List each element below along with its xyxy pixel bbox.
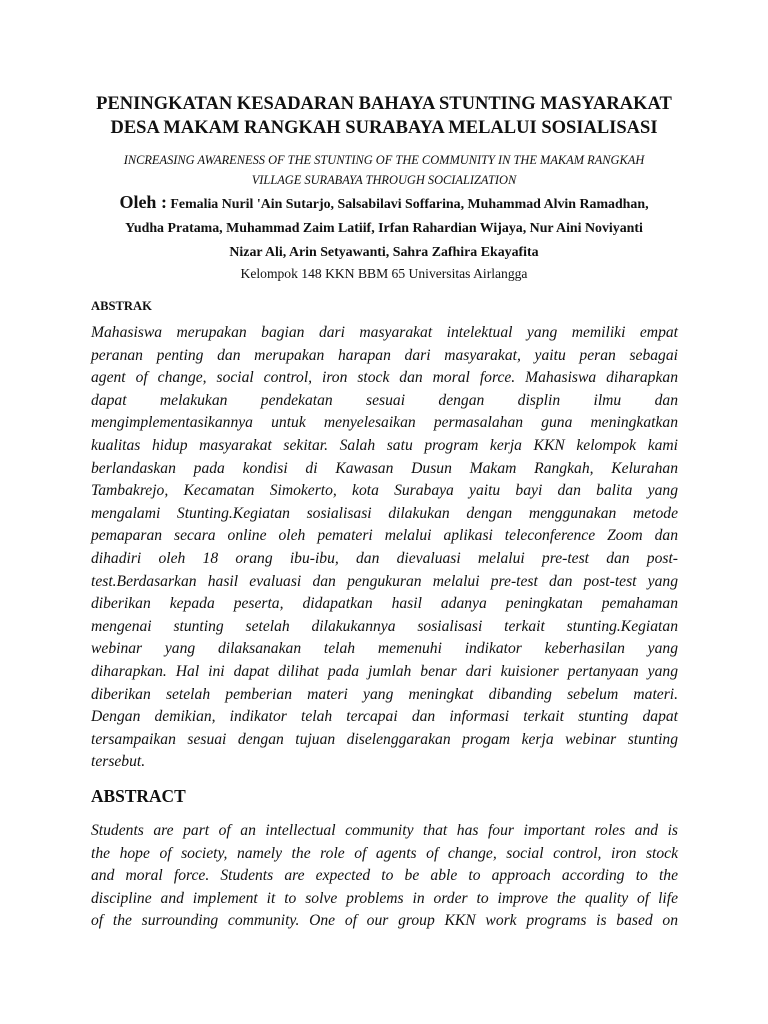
author-list	[60, 190, 708, 265]
abstract-line: discipline and implement it to solve problems in order to improve the quality of life	[91, 889, 678, 907]
abstrak-line: webinar yang dilaksanakan telah memenuhi indikator keberhasilan yang	[91, 640, 678, 658]
author-line: Yudha Pratama, Muhammad Zaim Latiif, Irfan Rahardian Wijaya, Nur Aini Noviyanti	[125, 221, 643, 236]
abstract-line: Students are part of an intellectual community that has four important roles and is	[91, 822, 678, 839]
author-line: Nizar Ali, Arin Setyawanti, Sahra Zafhira Ekayafita	[229, 245, 539, 260]
abstract-line: of the surrounding community. One of our group KKN work programs is based on	[91, 912, 678, 930]
paper-subtitle-line: VILLAGE SURABAYA THROUGH SOCIALIZATION	[251, 173, 517, 187]
paper-subtitle-english	[60, 150, 708, 190]
affiliation: Kelompok 148 KKN BBM 65 Universitas Airlangga	[240, 266, 528, 281]
abstract-line: and moral force. Students are expected to be able to approach according to the	[91, 867, 678, 885]
abstrak-line: berlandaskan pada kondisi di Kawasan Dusun Makam Rangkah, Kelurahan	[91, 459, 678, 477]
abstract-heading: ABSTRACT	[91, 786, 186, 806]
abstrak-line: dapat melakukan pendekatan sesuai dengan displin ilmu dan	[91, 391, 678, 409]
author-names: Femalia Nuril 'Ain Sutarjo, Salsabilavi Soffarina, Muhammad Alvin Ramadhan,	[170, 197, 649, 212]
abstrak-line: Mahasiswa merupakan bagian dari masyarakat intelektual yang memiliki empat	[91, 324, 678, 341]
abstrak-line: diberikan kepada peserta, didapatkan hasil adanya peningkatan pemahaman	[91, 595, 678, 613]
paper-title	[60, 92, 708, 140]
abstract-paragraph	[91, 820, 678, 933]
abstrak-line: peranan penting dan merupakan harapan dari masyarakat, yaitu peran sebagai	[91, 346, 678, 364]
paper-subtitle-line: INCREASING AWARENESS OF THE STUNTING OF THE COMMUNITY IN THE MAKAM RANGKAH	[123, 153, 645, 167]
abstrak-line: pemaparan secara online oleh pemateri melalui aplikasi teleconference Zoom dan	[91, 527, 678, 545]
abstrak-line: kualitas hidup masyarakat sekitar. Salah satu program kerja KKN kelompok kami	[91, 436, 678, 454]
abstrak-line: mengalami Stunting.Kegiatan sosialisasi dilakukan dengan menggunakan metode	[91, 504, 678, 522]
abstrak-line: tersampaikan sesuai dengan tujuan diselenggarakan progam kerja webinar stunting	[91, 730, 678, 748]
abstrak-line: Dengan demikian, indikator telah tercapai dan informasi terkait stunting dapat	[91, 708, 678, 726]
author-label: Oleh :	[119, 192, 167, 212]
abstrak-line: diharapkan. Hal ini dapat dilihat pada jumlah benar dari kuisioner pertanyaan yang	[91, 662, 678, 680]
abstrak-line: mengimplementasikannya untuk menyelesaikan permasalahan guna meningkatkan	[91, 414, 678, 432]
abstrak-line: diberikan setelah pemberian materi yang meningkat dibanding sebelum materi.	[91, 685, 678, 703]
abstract-line: the hope of society, namely the role of agents of change, social control, iron stock	[91, 844, 678, 862]
abstrak-line: dihadiri oleh 18 orang ibu-ibu, dan dievaluasi melalui pre-test dan post-	[91, 549, 678, 567]
abstrak-line: agent of change, social control, iron stock dan moral force. Mahasiswa diharapkan	[91, 369, 678, 387]
paper-title-line: DESA MAKAM RANGKAH SURABAYA MELALUI SOSIALISASI	[110, 118, 658, 138]
abstrak-line: tersebut.	[91, 753, 146, 771]
abstrak-paragraph	[91, 322, 678, 774]
abstrak-line: Tambakrejo, Kecamatan Simokerto, kota Surabaya yaitu bayi dan balita yang	[91, 482, 678, 500]
paper-title-line: PENINGKATAN KESADARAN BAHAYA STUNTING MASYARAKAT	[96, 94, 672, 114]
abstrak-line: test.Berdasarkan hasil evaluasi dan pengukuran melalui pre-test dan post-test yang	[91, 572, 678, 590]
author-line	[60, 190, 708, 217]
abstrak-heading: ABSTRAK	[91, 299, 152, 313]
abstrak-line: mengenai stunting setelah dilakukannya sosialisasi terkait stunting.Kegiatan	[91, 617, 678, 635]
